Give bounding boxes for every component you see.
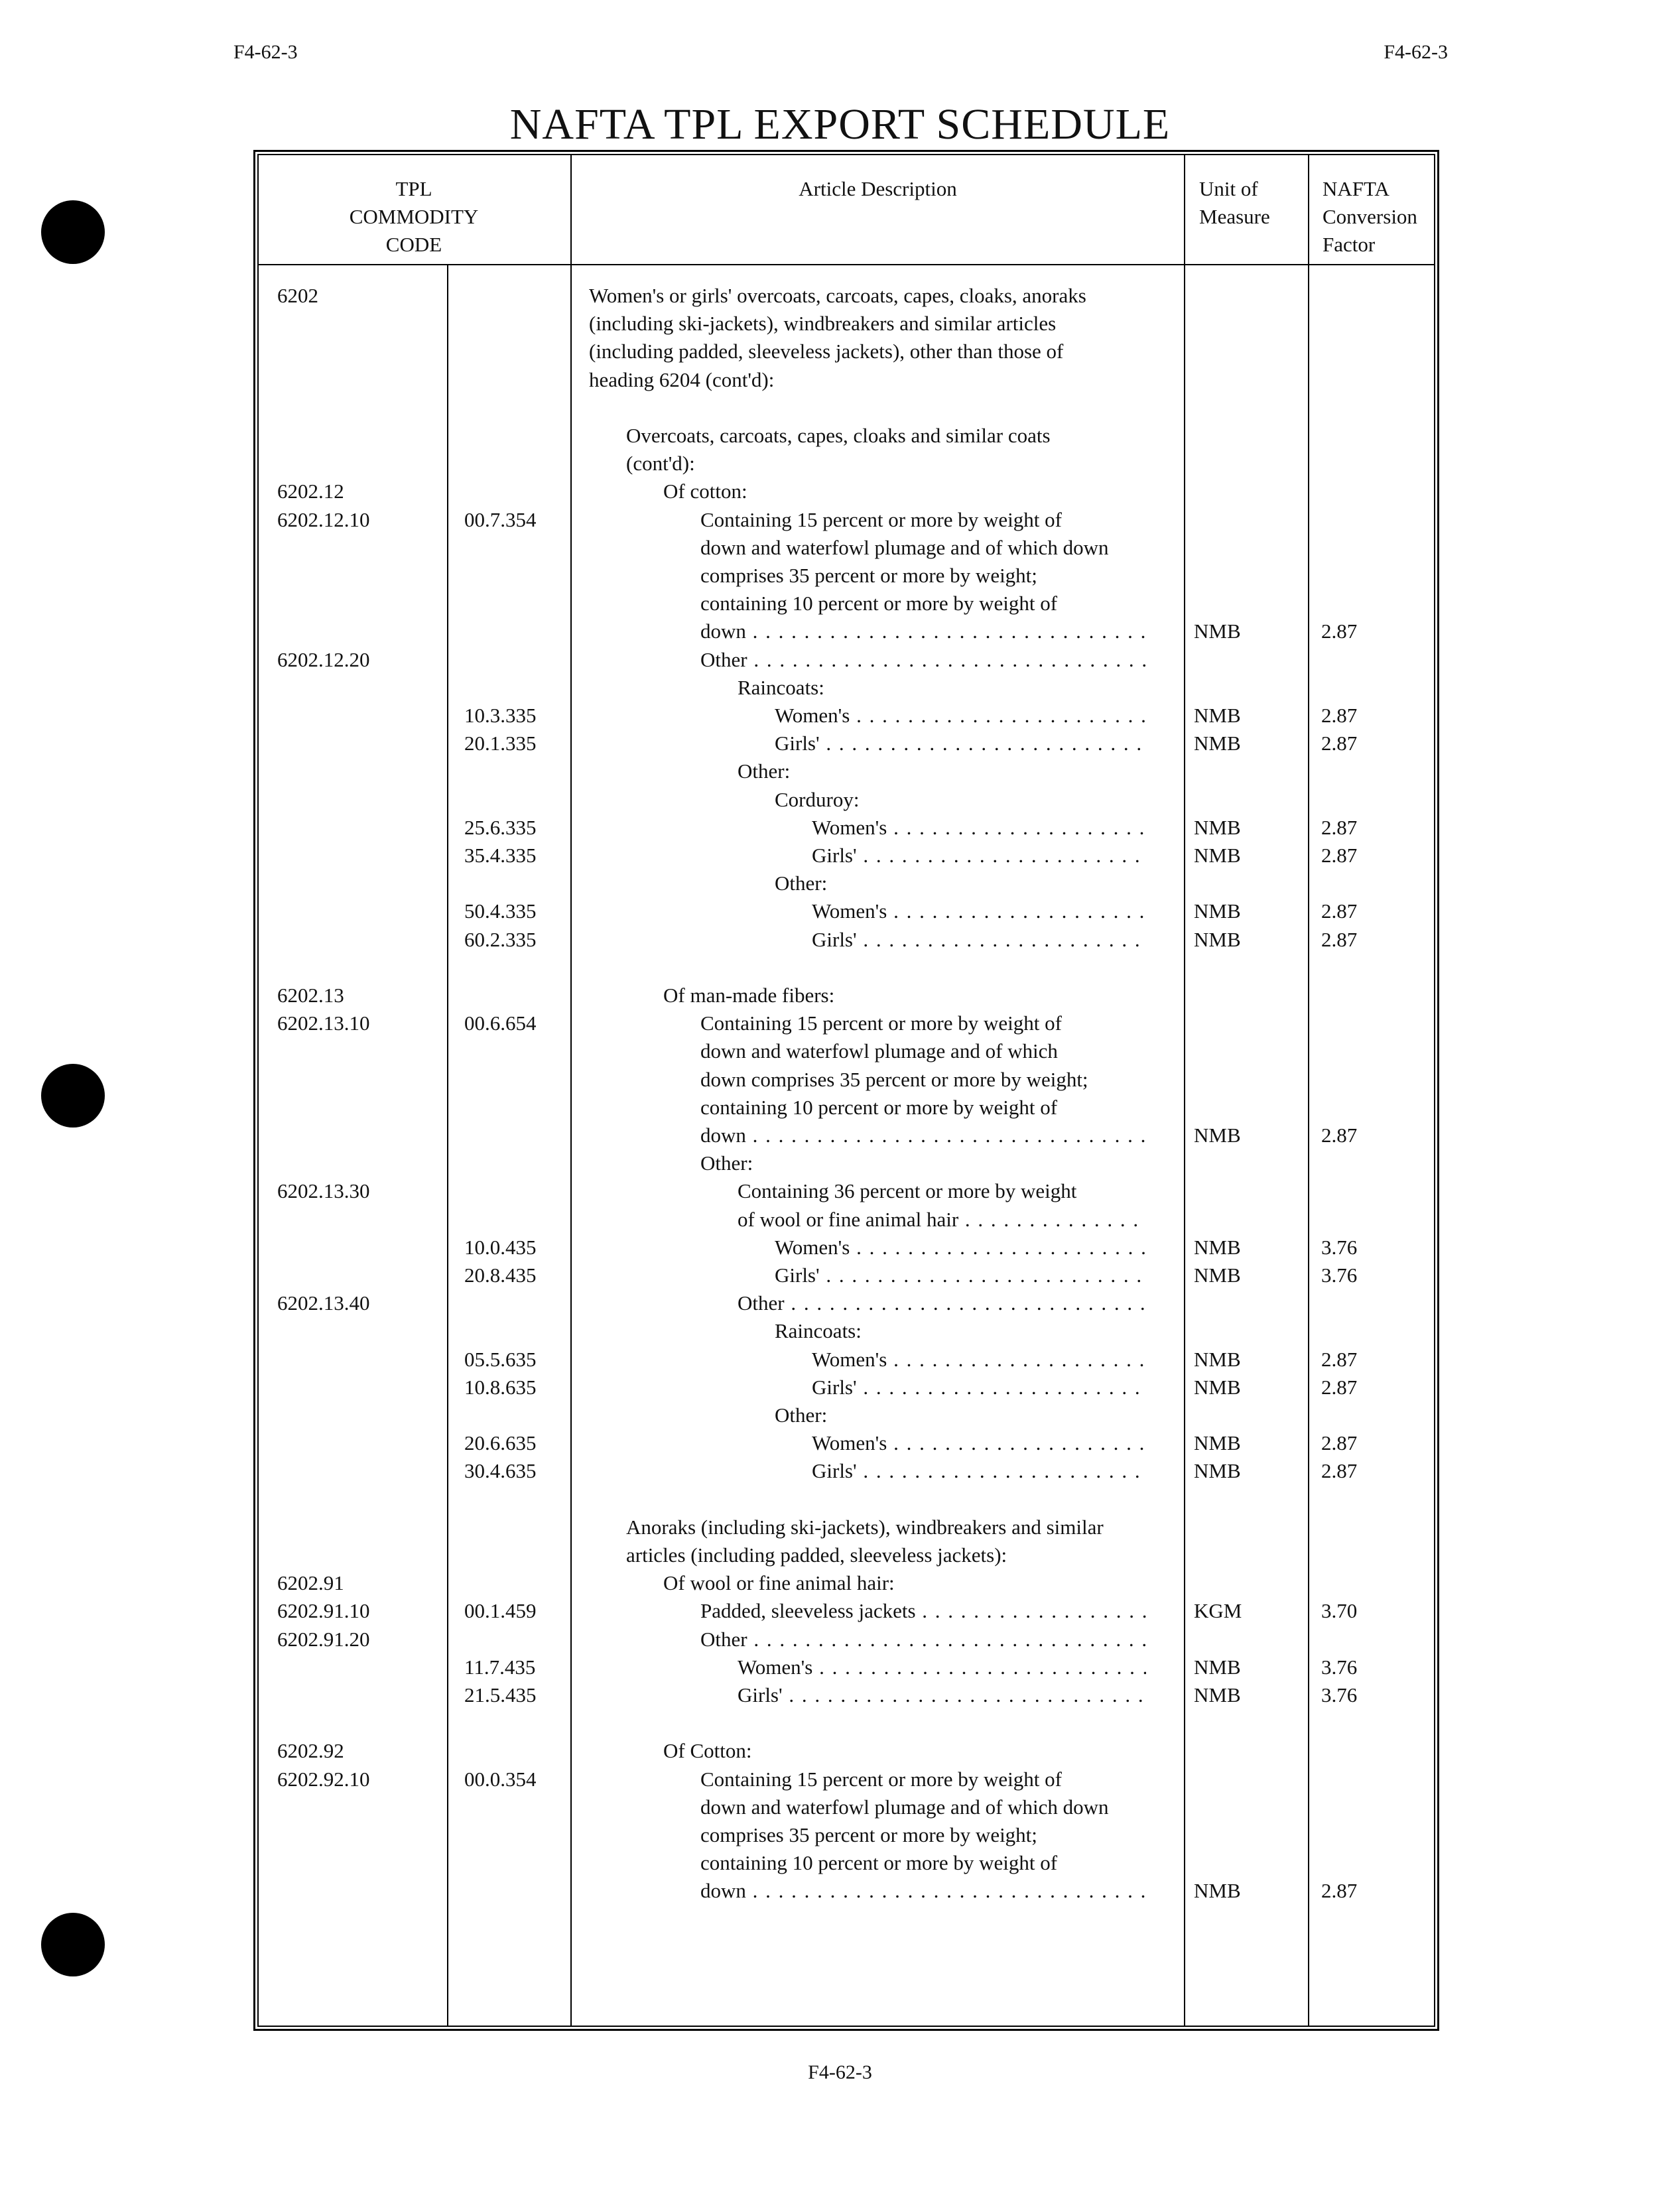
article-description: comprises 35 percent or more by weight;	[700, 1823, 1037, 1846]
article-description: Girls' . . .	[775, 1263, 1146, 1287]
article-description: Anoraks (including ski-jackets), windbreakers and similar	[626, 1516, 1104, 1539]
conversion-factor: 3.70	[1321, 1599, 1358, 1622]
article-description: Girls' . . .	[812, 844, 1146, 868]
unit-of-measure: NMB	[1194, 844, 1241, 867]
column-divider-unit	[1184, 154, 1185, 2027]
article-description: Women's . . .	[775, 1236, 1146, 1259]
commodity-code: 6202.92.10	[277, 1768, 370, 1791]
article-description: Padded, sleeveless jackets . . .	[700, 1599, 1146, 1623]
unit-of-measure: NMB	[1194, 732, 1241, 755]
page-header-right: F4-62-3	[1384, 41, 1448, 63]
column-divider-factor	[1308, 154, 1309, 2027]
statistical-suffix: 20.8.435	[464, 1263, 537, 1287]
column-divider-stat	[447, 264, 448, 2027]
commodity-code: 6202.12	[277, 480, 344, 503]
header-code	[257, 175, 570, 259]
unit-of-measure: NMB	[1194, 1459, 1241, 1482]
conversion-factor: 2.87	[1321, 1459, 1358, 1482]
header-unit	[1199, 175, 1305, 231]
article-description: Women's . . .	[812, 1431, 1146, 1455]
conversion-factor: 2.87	[1321, 732, 1358, 755]
article-description: Containing 15 percent or more by weight of	[700, 1768, 1062, 1791]
conversion-factor: 2.87	[1321, 1376, 1358, 1399]
article-description: Other:	[775, 1403, 828, 1427]
article-description: (cont'd):	[626, 452, 695, 475]
unit-of-measure: NMB	[1194, 1348, 1241, 1371]
header-code-line-2: COMMODITY	[349, 205, 479, 228]
commodity-code: 6202.12.10	[277, 508, 370, 531]
statistical-suffix: 00.6.654	[464, 1011, 537, 1035]
article-description: articles (including padded, sleeveless jackets):	[626, 1543, 1007, 1567]
conversion-factor: 3.76	[1321, 1655, 1358, 1679]
article-description: Of Cotton:	[663, 1739, 752, 1762]
commodity-code: 6202.13.10	[277, 1011, 370, 1035]
conversion-factor: 2.87	[1321, 1879, 1358, 1902]
article-description: Raincoats:	[738, 676, 824, 699]
article-description: Containing 15 percent or more by weight of	[700, 1011, 1062, 1035]
article-description: down and waterfowl plumage and of which down	[700, 536, 1109, 559]
conversion-factor: 2.87	[1321, 1124, 1358, 1147]
page-header-left: F4-62-3	[233, 41, 298, 63]
statistical-suffix: 25.6.335	[464, 816, 537, 839]
article-description: Girls' . . .	[775, 732, 1146, 755]
article-description: Overcoats, carcoats, capes, cloaks and similar coats	[626, 424, 1051, 447]
commodity-code: 6202.92	[277, 1739, 344, 1762]
article-description: Women's . . .	[812, 899, 1146, 923]
conversion-factor: 3.76	[1321, 1263, 1358, 1287]
unit-of-measure: NMB	[1194, 1431, 1241, 1454]
commodity-code: 6202.91.10	[277, 1599, 370, 1622]
unit-of-measure: NMB	[1194, 899, 1241, 923]
commodity-code: 6202.13.40	[277, 1291, 370, 1315]
conversion-factor: 2.87	[1321, 704, 1358, 727]
article-description: Girls' . . .	[812, 928, 1146, 952]
header-unit-line-2: Measure	[1199, 205, 1270, 228]
conversion-factor: 2.87	[1321, 928, 1358, 951]
unit-of-measure: NMB	[1194, 1683, 1241, 1707]
article-description: down and waterfowl plumage and of which	[700, 1039, 1058, 1063]
header-unit-line-1: Unit of	[1199, 177, 1258, 200]
binder-hole-top	[41, 200, 105, 264]
conversion-factor: 3.76	[1321, 1683, 1358, 1707]
commodity-code: 6202.13.30	[277, 1179, 370, 1202]
statistical-suffix: 60.2.335	[464, 928, 537, 951]
article-description: Women's . . .	[812, 1348, 1146, 1372]
column-divider-description	[570, 154, 572, 2027]
article-description: down and waterfowl plumage and of which down	[700, 1795, 1109, 1819]
article-description: Women's . . .	[775, 704, 1146, 728]
article-description: Girls' . . .	[738, 1683, 1146, 1707]
statistical-suffix: 50.4.335	[464, 899, 537, 923]
header-factor-line-1: NAFTA	[1323, 177, 1389, 200]
article-description: Other:	[775, 871, 828, 895]
header-divider	[257, 264, 1435, 265]
article-description: Raincoats:	[775, 1319, 862, 1342]
article-description: Of man-made fibers:	[663, 984, 835, 1007]
conversion-factor: 2.87	[1321, 816, 1358, 839]
header-description: Article Description	[799, 177, 957, 200]
article-description: containing 10 percent or more by weight of	[700, 592, 1058, 615]
article-description: Women's . . .	[812, 816, 1146, 840]
statistical-suffix: 35.4.335	[464, 844, 537, 867]
page-title: NAFTA TPL EXPORT SCHEDULE	[509, 100, 1171, 149]
statistical-suffix: 20.6.635	[464, 1431, 537, 1454]
article-description: containing 10 percent or more by weight of	[700, 1851, 1058, 1874]
header-code-line-3: CODE	[385, 233, 442, 256]
header-code-line-1: TPL	[395, 177, 432, 200]
article-description: comprises 35 percent or more by weight;	[700, 564, 1037, 587]
conversion-factor: 2.87	[1321, 899, 1358, 923]
statistical-suffix: 10.3.335	[464, 704, 537, 727]
article-description: containing 10 percent or more by weight of	[700, 1096, 1058, 1119]
commodity-code: 6202	[277, 284, 318, 307]
statistical-suffix: 05.5.635	[464, 1348, 537, 1371]
article-description: Women's . . .	[738, 1655, 1146, 1679]
unit-of-measure: NMB	[1194, 1655, 1241, 1679]
unit-of-measure: KGM	[1194, 1599, 1242, 1622]
statistical-suffix: 20.1.335	[464, 732, 537, 755]
article-description: Other:	[738, 759, 791, 783]
article-description: down . . .	[700, 1879, 1146, 1903]
unit-of-measure: NMB	[1194, 1124, 1241, 1147]
conversion-factor: 2.87	[1321, 1431, 1358, 1454]
article-description: Other:	[700, 1151, 753, 1175]
article-description: down . . .	[700, 619, 1146, 643]
article-description: Girls' . . .	[812, 1376, 1146, 1399]
article-description: Other . . .	[700, 648, 1146, 672]
header-factor-line-3: Factor	[1323, 233, 1376, 256]
conversion-factor: 3.76	[1321, 1236, 1358, 1259]
unit-of-measure: NMB	[1194, 816, 1241, 839]
article-description: Other . . .	[700, 1628, 1146, 1651]
article-description: (including padded, sleeveless jackets), other than those of	[589, 340, 1064, 363]
article-description: Of wool or fine animal hair:	[663, 1571, 895, 1594]
article-description: of wool or fine animal hair . . .	[738, 1208, 1146, 1232]
header-factor-line-2: Conversion	[1323, 205, 1417, 228]
article-description: Corduroy:	[775, 788, 860, 811]
commodity-code: 6202.13	[277, 984, 344, 1007]
statistical-suffix: 21.5.435	[464, 1683, 537, 1707]
article-description: Girls' . . .	[812, 1459, 1146, 1483]
conversion-factor: 2.87	[1321, 1348, 1358, 1371]
article-description: Containing 15 percent or more by weight of	[700, 508, 1062, 531]
statistical-suffix: 00.7.354	[464, 508, 537, 531]
binder-hole-middle	[41, 1064, 105, 1128]
header-factor	[1323, 175, 1435, 259]
article-description: Containing 36 percent or more by weight	[738, 1179, 1077, 1202]
statistical-suffix: 30.4.635	[464, 1459, 537, 1482]
article-description: Women's or girls' overcoats, carcoats, capes, cloaks, anoraks	[589, 284, 1086, 307]
page-footer: F4-62-3	[808, 2061, 872, 2083]
commodity-code: 6202.91	[277, 1571, 344, 1594]
unit-of-measure: NMB	[1194, 1236, 1241, 1259]
unit-of-measure: NMB	[1194, 928, 1241, 951]
statistical-suffix: 10.8.635	[464, 1376, 537, 1399]
article-description: down . . .	[700, 1124, 1146, 1147]
commodity-code: 6202.12.20	[277, 648, 370, 671]
conversion-factor: 2.87	[1321, 844, 1358, 867]
article-description: Other . . .	[738, 1291, 1146, 1315]
article-description: (including ski-jackets), windbreakers and similar articles	[589, 312, 1057, 335]
statistical-suffix: 10.0.435	[464, 1236, 537, 1259]
statistical-suffix: 11.7.435	[464, 1655, 536, 1679]
article-description: Of cotton:	[663, 480, 747, 503]
unit-of-measure: NMB	[1194, 704, 1241, 727]
commodity-code: 6202.91.20	[277, 1628, 370, 1651]
binder-hole-bottom	[41, 1913, 105, 1976]
article-description: down comprises 35 percent or more by weight;	[700, 1068, 1088, 1091]
unit-of-measure: NMB	[1194, 1376, 1241, 1399]
conversion-factor: 2.87	[1321, 619, 1358, 643]
unit-of-measure: NMB	[1194, 1879, 1241, 1902]
article-description: heading 6204 (cont'd):	[589, 368, 775, 391]
statistical-suffix: 00.0.354	[464, 1768, 537, 1791]
unit-of-measure: NMB	[1194, 1263, 1241, 1287]
unit-of-measure: NMB	[1194, 619, 1241, 643]
statistical-suffix: 00.1.459	[464, 1599, 537, 1622]
